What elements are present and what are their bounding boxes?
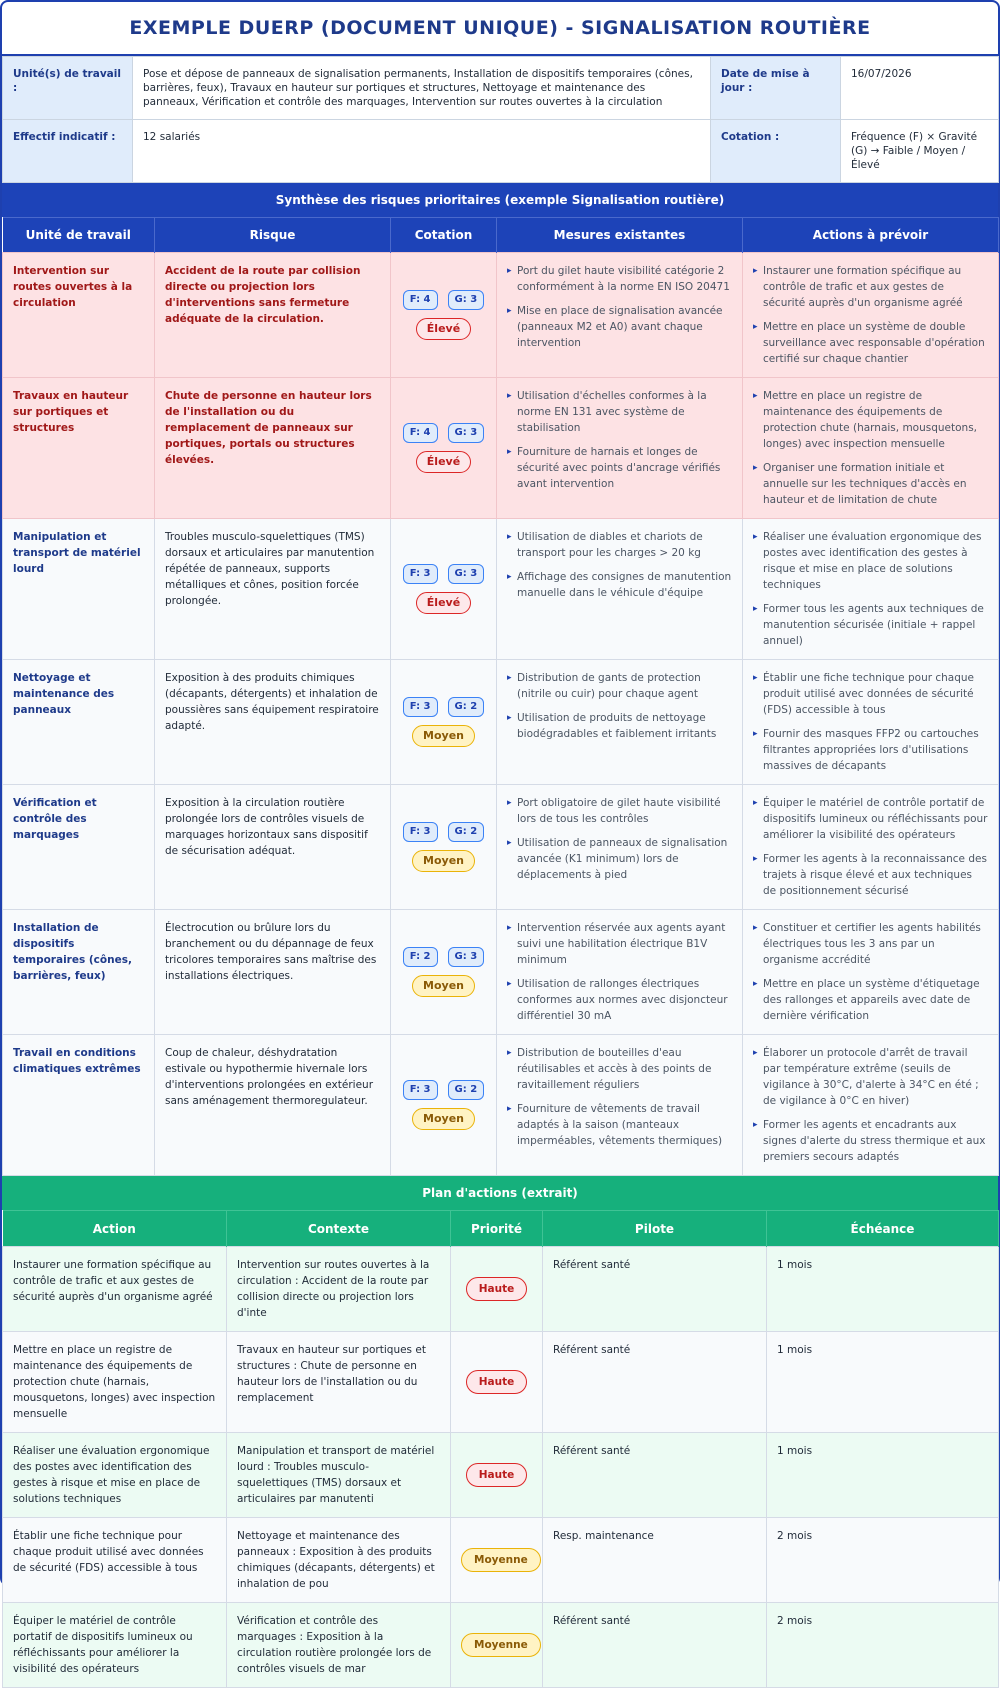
risk-level-badge: Élevé	[416, 451, 471, 473]
existing-measures	[497, 785, 743, 910]
frequency-gravity	[395, 423, 492, 443]
plan-action: Réaliser une évaluation ergonomique des postes avec identification des gestes à risque et mise en place de solutions techniques	[3, 1433, 227, 1518]
action-item: ▸ Constituer et certifier les agents habilités électriques tous les 3 ans par un organisme accrédité	[753, 920, 988, 968]
gravity-chip: G: 2	[448, 1080, 485, 1100]
unites-value: Pose et dépose de panneaux de signalisation permanents, Installation de dispositifs temporaires (cônes, barrières, feux), Travaux en hauteur sur portiques et structures, Nettoyage et maintenance des panneaux, Vérification et contrôle des marquages, Intervention sur routes ouvertes à la circulation	[133, 57, 711, 120]
actions-list	[753, 529, 988, 649]
risk-description: Troubles musculo-squelettiques (TMS) dorsaux et articulaires par manutention répétée de panneaux, supports métalliques et cônes, position forcée prolongée.	[155, 519, 391, 660]
measure-item: ▸ Port du gilet haute visibilité catégorie 2 conformément à la norme EN ISO 20471	[507, 263, 732, 295]
measure-item: ▸ Affichage des consignes de manutention manuelle dans le véhicule d'équipe	[507, 569, 732, 601]
existing-measures	[497, 378, 743, 519]
action-item: ▸ Établir une fiche technique pour chaque produit utilisé avec données de sécurité (FDS) accessible à tous	[753, 670, 988, 718]
measure-item: ▸ Utilisation de produits de nettoyage biodégradables et faiblement irritants	[507, 710, 732, 742]
existing-measures	[497, 253, 743, 378]
plan-priorite	[451, 1433, 543, 1518]
risk-unit: Travail en conditions climatiques extrêmes	[3, 1035, 155, 1176]
frequency-gravity	[395, 822, 492, 842]
date-label: Date de mise à jour :	[711, 57, 841, 120]
risk-cotation	[391, 253, 497, 378]
plan-contexte: Vérification et contrôle des marquages : Exposition à la circulation routière prolongée lors de contrôles visuels de mar	[227, 1603, 451, 1688]
planned-actions	[743, 910, 999, 1035]
risks-header-unit: Unité de travail	[3, 218, 155, 253]
risk-row	[3, 253, 999, 378]
measure-item: ▸ Utilisation de rallonges électriques conformes aux normes avec disjoncteur différentiel 30 mA	[507, 976, 732, 1024]
gravity-chip: G: 3	[448, 290, 485, 310]
risk-row	[3, 910, 999, 1035]
frequency-chip: F: 4	[403, 423, 438, 443]
frequency-gravity	[395, 1080, 492, 1100]
risk-description: Exposition à la circulation routière prolongée lors de contrôles visuels de marquages horizontaux sans dispositif de sécurisation adéquat.	[155, 785, 391, 910]
risk-unit: Nettoyage et maintenance des panneaux	[3, 660, 155, 785]
measures-list	[507, 529, 732, 601]
measure-item: ▸ Utilisation d'échelles conformes à la norme EN 131 avec système de stabilisation	[507, 388, 732, 436]
risk-description: Accident de la route par collision directe ou projection lors d'interventions sans fermeture adéquate de la circulation.	[155, 253, 391, 378]
risks-header-cotation: Cotation	[391, 218, 497, 253]
plan-row	[3, 1332, 999, 1433]
action-item: ▸ Mettre en place un registre de maintenance des équipements de protection chute (harnais, mousquetons, longes) avec inspection mensuelle	[753, 388, 988, 452]
plan-header-priorite: Priorité	[451, 1211, 543, 1247]
plan-row	[3, 1247, 999, 1332]
measure-item: ▸ Utilisation de panneaux de signalisation avancée (K1 minimum) lors de déplacements à pied	[507, 835, 732, 883]
risk-row	[3, 378, 999, 519]
actions-list	[753, 388, 988, 508]
gravity-chip: G: 3	[448, 423, 485, 443]
effectif-value: 12 salariés	[133, 120, 711, 183]
risk-cotation	[391, 785, 497, 910]
gravity-chip: G: 3	[448, 947, 485, 967]
risk-description: Exposition à des produits chimiques (décapants, détergents) et inhalation de poussières sans équipement respiratoire adapté.	[155, 660, 391, 785]
plan-echeance: 2 mois	[767, 1518, 999, 1603]
action-item: ▸ Réaliser une évaluation ergonomique des postes avec identification des gestes à risque et mise en place de solutions techniques	[753, 529, 988, 593]
action-item: ▸ Organiser une formation initiale et annuelle sur les techniques d'accès en hauteur et de limitation de chute	[753, 460, 988, 508]
plan-header-echeance: Échéance	[767, 1211, 999, 1247]
frequency-gravity	[395, 290, 492, 310]
frequency-chip: F: 3	[403, 1080, 438, 1100]
info-table	[2, 56, 999, 183]
frequency-chip: F: 3	[403, 697, 438, 717]
frequency-chip: F: 3	[403, 822, 438, 842]
risk-row	[3, 519, 999, 660]
planned-actions	[743, 785, 999, 910]
risk-unit: Vérification et contrôle des marquages	[3, 785, 155, 910]
frequency-chip: F: 3	[403, 564, 438, 584]
existing-measures	[497, 519, 743, 660]
frequency-gravity	[395, 947, 492, 967]
risks-header-mesures: Mesures existantes	[497, 218, 743, 253]
risk-unit: Manipulation et transport de matériel lourd	[3, 519, 155, 660]
measures-list	[507, 670, 732, 742]
frequency-gravity	[395, 564, 492, 584]
priority-badge: Moyenne	[461, 1633, 541, 1657]
risks-table	[2, 217, 999, 1176]
measures-list	[507, 920, 732, 1024]
plan-pilote: Référent santé	[543, 1603, 767, 1688]
frequency-chip: F: 4	[403, 290, 438, 310]
action-item: ▸ Équiper le matériel de contrôle portatif de dispositifs lumineux ou réfléchissants pour améliorer la visibilité des opérateurs	[753, 795, 988, 843]
plan-contexte: Travaux en hauteur sur portiques et structures : Chute de personne en hauteur lors de l'installation ou du remplacement	[227, 1332, 451, 1433]
priority-badge: Haute	[466, 1277, 528, 1301]
cotation-value: Fréquence (F) × Gravité (G) → Faible / Moyen / Élevé	[841, 120, 999, 183]
planned-actions	[743, 253, 999, 378]
plan-priorite	[451, 1518, 543, 1603]
actions-list	[753, 795, 988, 899]
date-value: 16/07/2026	[841, 57, 999, 120]
risk-description: Électrocution ou brûlure lors du branchement ou du dépannage de feux tricolores temporaires sans maîtrise des installations électriques.	[155, 910, 391, 1035]
plan-pilote: Référent santé	[543, 1247, 767, 1332]
risk-cotation	[391, 1035, 497, 1176]
risk-description: Chute de personne en hauteur lors de l'installation ou du remplacement de panneaux sur portiques, portals ou structures élevées.	[155, 378, 391, 519]
priority-badge: Haute	[466, 1370, 528, 1394]
risk-cotation	[391, 910, 497, 1035]
action-item: ▸ Former les agents à la reconnaissance des trajets à risque élevé et aux techniques de positionnement sécurisé	[753, 851, 988, 899]
plan-pilote: Resp. maintenance	[543, 1518, 767, 1603]
measure-item: ▸ Fourniture de harnais et longes de sécurité avec points d'ancrage vérifiés avant intervention	[507, 444, 732, 492]
plan-action: Établir une fiche technique pour chaque produit utilisé avec données de sécurité (FDS) accessible à tous	[3, 1518, 227, 1603]
measure-item: ▸ Intervention réservée aux agents ayant suivi une habilitation électrique B1V minimum	[507, 920, 732, 968]
risk-level-badge: Moyen	[412, 850, 475, 872]
plan-echeance: 1 mois	[767, 1247, 999, 1332]
risk-cotation	[391, 660, 497, 785]
planned-actions	[743, 1035, 999, 1176]
measures-list	[507, 388, 732, 492]
plan-contexte: Manipulation et transport de matériel lourd : Troubles musculo-squelettiques (TMS) dorsaux et articulaires par manutenti	[227, 1433, 451, 1518]
plan-row	[3, 1603, 999, 1688]
risk-level-badge: Moyen	[412, 975, 475, 997]
measure-item: ▸ Utilisation de diables et chariots de transport pour les charges > 20 kg	[507, 529, 732, 561]
gravity-chip: G: 3	[448, 564, 485, 584]
actions-list	[753, 1045, 988, 1165]
measures-list	[507, 1045, 732, 1149]
measures-list	[507, 263, 732, 351]
action-item: ▸ Instaurer une formation spécifique au contrôle de trafic et aux gestes de sécurité auprès d'un organisme agréé	[753, 263, 988, 311]
plan-contexte: Nettoyage et maintenance des panneaux : Exposition à des produits chimiques (décapants, détergents) et inhalation de pou	[227, 1518, 451, 1603]
plan-action: Mettre en place un registre de maintenance des équipements de protection chute (harnais, mousquetons, longes) avec inspection mensuelle	[3, 1332, 227, 1433]
frequency-chip: F: 2	[403, 947, 438, 967]
risk-unit: Travaux en hauteur sur portiques et structures	[3, 378, 155, 519]
risks-header-risk: Risque	[155, 218, 391, 253]
measure-item: ▸ Port obligatoire de gilet haute visibilité lors de tous les contrôles	[507, 795, 732, 827]
actions-list	[753, 920, 988, 1024]
risk-cotation	[391, 519, 497, 660]
priority-badge: Haute	[466, 1463, 528, 1487]
plan-priorite	[451, 1332, 543, 1433]
plan-header-action: Action	[3, 1211, 227, 1247]
existing-measures	[497, 1035, 743, 1176]
plan-echeance: 1 mois	[767, 1332, 999, 1433]
planned-actions	[743, 519, 999, 660]
action-item: ▸ Former les agents et encadrants aux signes d'alerte du stress thermique et aux premiers secours adaptés	[753, 1117, 988, 1165]
existing-measures	[497, 660, 743, 785]
cotation-label: Cotation :	[711, 120, 841, 183]
gravity-chip: G: 2	[448, 822, 485, 842]
plan-action: Équiper le matériel de contrôle portatif de dispositifs lumineux ou réfléchissants pour améliorer la visibilité des opérateurs	[3, 1603, 227, 1688]
plan-contexte: Intervention sur routes ouvertes à la circulation : Accident de la route par collision directe ou projection lors d'inte	[227, 1247, 451, 1332]
risk-level-badge: Moyen	[412, 725, 475, 747]
plan-action: Instaurer une formation spécifique au contrôle de trafic et aux gestes de sécurité auprès d'un organisme agréé	[3, 1247, 227, 1332]
risk-level-badge: Élevé	[416, 318, 471, 340]
risk-level-badge: Moyen	[412, 1108, 475, 1130]
plan-header-contexte: Contexte	[227, 1211, 451, 1247]
risk-row	[3, 1035, 999, 1176]
plan-priorite	[451, 1247, 543, 1332]
existing-measures	[497, 910, 743, 1035]
measure-item: ▸ Distribution de gants de protection (nitrile ou cuir) pour chaque agent	[507, 670, 732, 702]
plan-echeance: 1 mois	[767, 1433, 999, 1518]
risk-description: Coup de chaleur, déshydratation estivale ou hypothermie hivernale lors d'interventions prolongées en extérieur sans aménagement thermoregulateur.	[155, 1035, 391, 1176]
effectif-label: Effectif indicatif :	[3, 120, 133, 183]
plan-pilote: Référent santé	[543, 1332, 767, 1433]
action-item: ▸ Former tous les agents aux techniques de manutention sécurisée (initiale + rappel annuel)	[753, 601, 988, 649]
risks-section-title: Synthèse des risques prioritaires (exemple Signalisation routière)	[2, 183, 998, 217]
plan-table	[2, 1210, 999, 1688]
plan-pilote: Référent santé	[543, 1433, 767, 1518]
planned-actions	[743, 378, 999, 519]
actions-list	[753, 670, 988, 774]
plan-echeance: 2 mois	[767, 1603, 999, 1688]
priority-badge: Moyenne	[461, 1548, 541, 1572]
risk-row	[3, 785, 999, 910]
plan-header-pilote: Pilote	[543, 1211, 767, 1247]
risk-unit: Intervention sur routes ouvertes à la circulation	[3, 253, 155, 378]
measures-list	[507, 795, 732, 883]
action-item: ▸ Mettre en place un système d'étiquetage des rallonges et appareils avec date de dernière vérification	[753, 976, 988, 1024]
risk-cotation	[391, 378, 497, 519]
unites-label: Unité(s) de travail :	[3, 57, 133, 120]
planned-actions	[743, 660, 999, 785]
gravity-chip: G: 2	[448, 697, 485, 717]
frequency-gravity	[395, 697, 492, 717]
document-title: EXEMPLE DUERP (DOCUMENT UNIQUE) - SIGNALISATION ROUTIÈRE	[2, 2, 998, 56]
risk-row	[3, 660, 999, 785]
plan-section-title: Plan d'actions (extrait)	[2, 1176, 998, 1210]
plan-row	[3, 1433, 999, 1518]
actions-list	[753, 263, 988, 367]
risks-header-actions: Actions à prévoir	[743, 218, 999, 253]
risk-unit: Installation de dispositifs temporaires (cônes, barrières, feux)	[3, 910, 155, 1035]
measure-item: ▸ Distribution de bouteilles d'eau réutilisables et accès à des points de ravitaillement réguliers	[507, 1045, 732, 1093]
plan-row	[3, 1518, 999, 1603]
action-item: ▸ Mettre en place un système de double surveillance avec responsable d'opération certifié sur chaque chantier	[753, 319, 988, 367]
measure-item: ▸ Fourniture de vêtements de travail adaptés à la saison (manteaux imperméables, vêtements thermiques)	[507, 1101, 732, 1149]
plan-priorite	[451, 1603, 543, 1688]
action-item: ▸ Élaborer un protocole d'arrêt de travail par température extrême (seuils de vigilance à 30°C, d'alerte à 34°C en été ; de vigilance à 0°C en hiver)	[753, 1045, 988, 1109]
measure-item: ▸ Mise en place de signalisation avancée (panneaux M2 et A0) avant chaque intervention	[507, 303, 732, 351]
risk-level-badge: Élevé	[416, 592, 471, 614]
action-item: ▸ Fournir des masques FFP2 ou cartouches filtrantes appropriées lors d'utilisations massives de décapants	[753, 726, 988, 774]
